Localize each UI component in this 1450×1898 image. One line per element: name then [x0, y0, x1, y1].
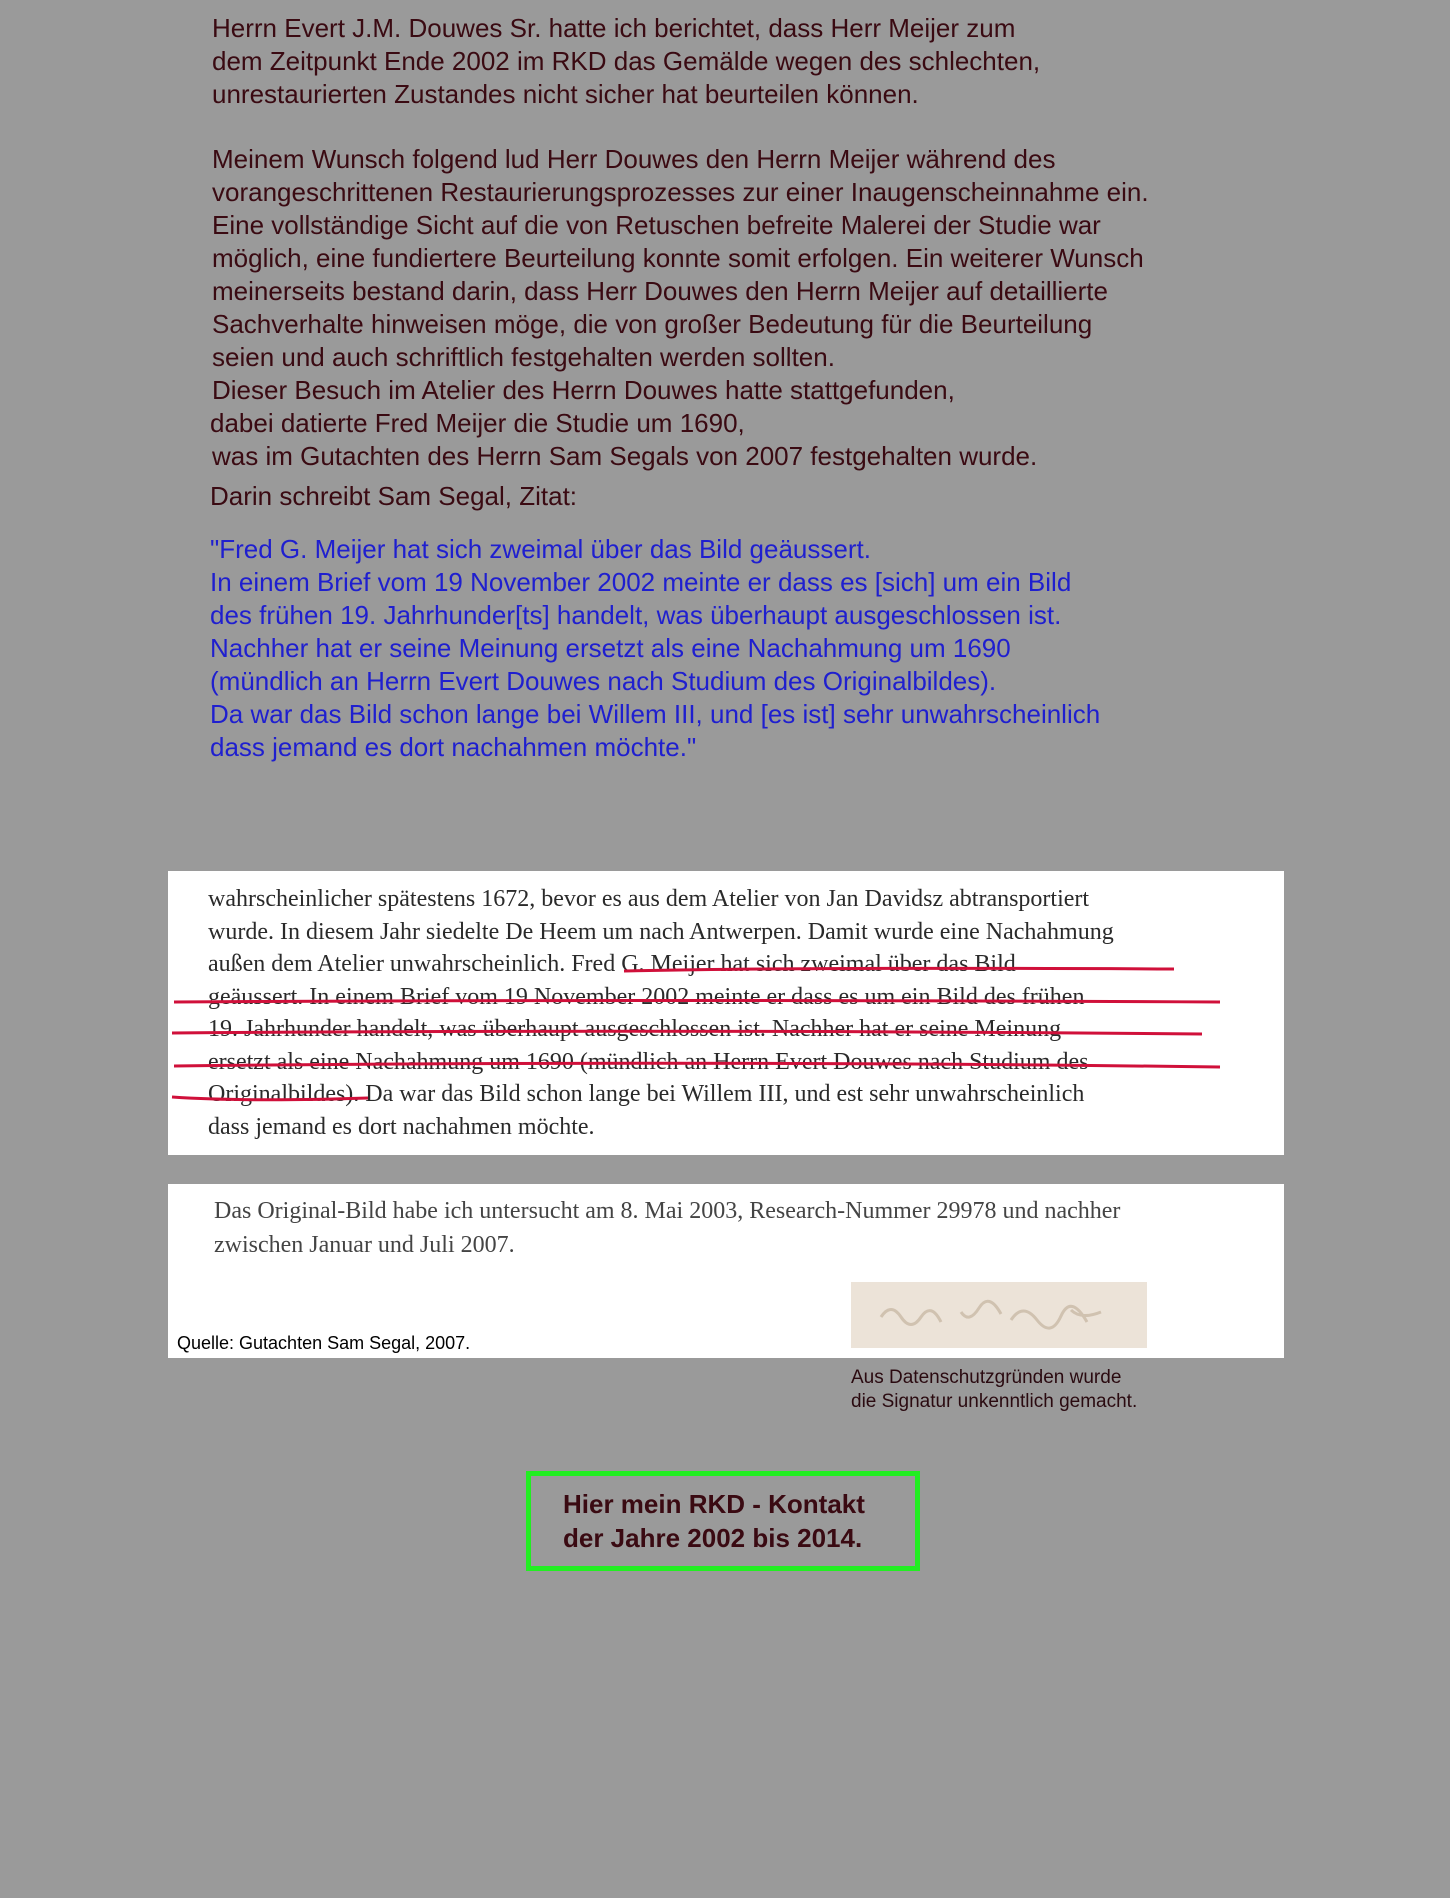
segal-quote	[210, 533, 1100, 764]
visit-line: Meinem Wunsch folgend lud Herr Douwes den Herrn Meijer während des	[212, 144, 1056, 174]
underline-mark	[174, 1001, 1220, 1003]
scan-line: Das Original-Bild habe ich untersucht am 8. Mai 2003, Research-Nummer 29978 und nachher	[214, 1198, 1121, 1224]
intro-line: unrestaurierten Zustandes nicht sicher hat beurteilen können.	[212, 79, 919, 109]
visit-paragraph	[212, 143, 1149, 473]
red-underline-marks	[168, 871, 1284, 1155]
scan-line: wurde. In diesem Jahr siedelte De Heem um nach Antwerpen. Damit wurde eine Nachahmung	[208, 918, 1114, 945]
quote-line: In einem Brief vom 19 November 2002 meinte er dass es [sich] um ein Bild	[210, 567, 1072, 597]
citation-intro: Darin schreibt Sam Segal, Zitat:	[210, 481, 578, 511]
visit-line: dabei datierte Fred Meijer die Studie um 1690,	[210, 408, 745, 438]
note-line: Aus Datenschutzgründen wurde	[851, 1367, 1122, 1388]
scanned-excerpt-signature	[168, 1184, 1284, 1358]
scan-line: ersetzt als eine Nachahmung um 1690 (mündlich an Herrn Evert Douwes nach Studium des	[208, 1048, 1089, 1075]
intro-line: Herrn Evert J.M. Douwes Sr. hatte ich berichtet, dass Herr Meijer zum	[212, 13, 1016, 43]
rkd-link-line: der Jahre 2002 bis 2014.	[563, 1523, 863, 1553]
quote-line: des frühen 19. Jahrhunder[ts] handelt, was überhaupt ausgeschlossen ist.	[210, 600, 1062, 630]
underline-mark	[172, 1097, 368, 1100]
signature-privacy-note	[851, 1366, 1137, 1414]
visit-line: vorangeschrittenen Restaurierungsprozesses zur einer Inaugenscheinnahme ein.	[212, 177, 1149, 207]
rkd-contact-link[interactable]	[526, 1471, 920, 1571]
quote-line: Nachher hat er seine Meinung ersetzt als eine Nachahmung um 1690	[210, 633, 1011, 663]
visit-line: Sachverhalte hinweisen möge, die von großer Bedeutung für die Beurteilung	[212, 309, 1093, 339]
source-caption: Quelle: Gutachten Sam Segal, 2007.	[177, 1333, 471, 1353]
scan-line: dass jemand es dort nachahmen möchte.	[208, 1113, 595, 1140]
scan-line: 19. Jahrhunder handelt, was überhaupt ausgeschlossen ist. Nachher hat er seine Meinung	[208, 1016, 1062, 1042]
visit-line: Dieser Besuch im Atelier des Herrn Douwes hatte stattgefunden,	[212, 375, 955, 405]
quote-line: Da war das Bild schon lange bei Willem III, und [es ist] sehr unwahrscheinlich	[210, 699, 1101, 729]
note-line: die Signatur unkenntlich gemacht.	[851, 1391, 1138, 1412]
scan-line: Originalbildes). Da war das Bild schon lange bei Willem III, und est sehr unwahrscheinlich	[208, 1081, 1085, 1107]
scanned-text	[214, 1194, 1120, 1262]
quote-line: (mündlich an Herrn Evert Douwes nach Studium des Originalbildes).	[210, 666, 997, 696]
rkd-link-line: Hier mein RKD - Kontakt	[563, 1489, 865, 1519]
visit-line: Eine vollständige Sicht auf die von Retuschen befreite Malerei der Studie war	[212, 210, 1101, 240]
underline-mark	[624, 968, 1174, 971]
scanned-excerpt-report	[168, 871, 1284, 1155]
visit-line: meinerseits bestand darin, dass Herr Douwes den Herrn Meijer auf detaillierte	[212, 276, 1108, 306]
visit-line: seien und auch schriftlich festgehalten werden sollten.	[212, 342, 835, 372]
visit-line: was im Gutachten des Herrn Sam Segals von 2007 festgehalten wurde.	[212, 441, 1038, 471]
blurred-signature	[851, 1282, 1147, 1348]
scan-line: wahrscheinlicher spätestens 1672, bevor es aus dem Atelier von Jan Davidsz abtransportiert	[208, 886, 1090, 912]
visit-line: möglich, eine fundiertere Beurteilung konnte somit erfolgen. Ein weiterer Wunsch	[212, 243, 1144, 273]
underline-mark	[172, 1031, 1202, 1034]
signature-scribble-icon	[851, 1282, 1147, 1348]
scan-line: geäussert. In einem Brief vom 19 November 2002 meinte er dass es um ein Bild des frühen	[208, 983, 1085, 1010]
intro-paragraph	[212, 12, 1040, 111]
scan-line: außen dem Atelier unwahrscheinlich. Fred G. Meijer hat sich zweimal über das Bild	[208, 951, 1016, 977]
quote-line: "Fred G. Meijer hat sich zweimal über das Bild geäussert.	[210, 534, 871, 564]
quote-line: dass jemand es dort nachahmen möchte."	[210, 732, 697, 762]
intro-line: dem Zeitpunkt Ende 2002 im RKD das Gemälde wegen des schlechten,	[212, 46, 1041, 76]
underline-mark	[174, 1063, 1220, 1067]
scan-line: zwischen Januar und Juli 2007.	[214, 1232, 515, 1258]
